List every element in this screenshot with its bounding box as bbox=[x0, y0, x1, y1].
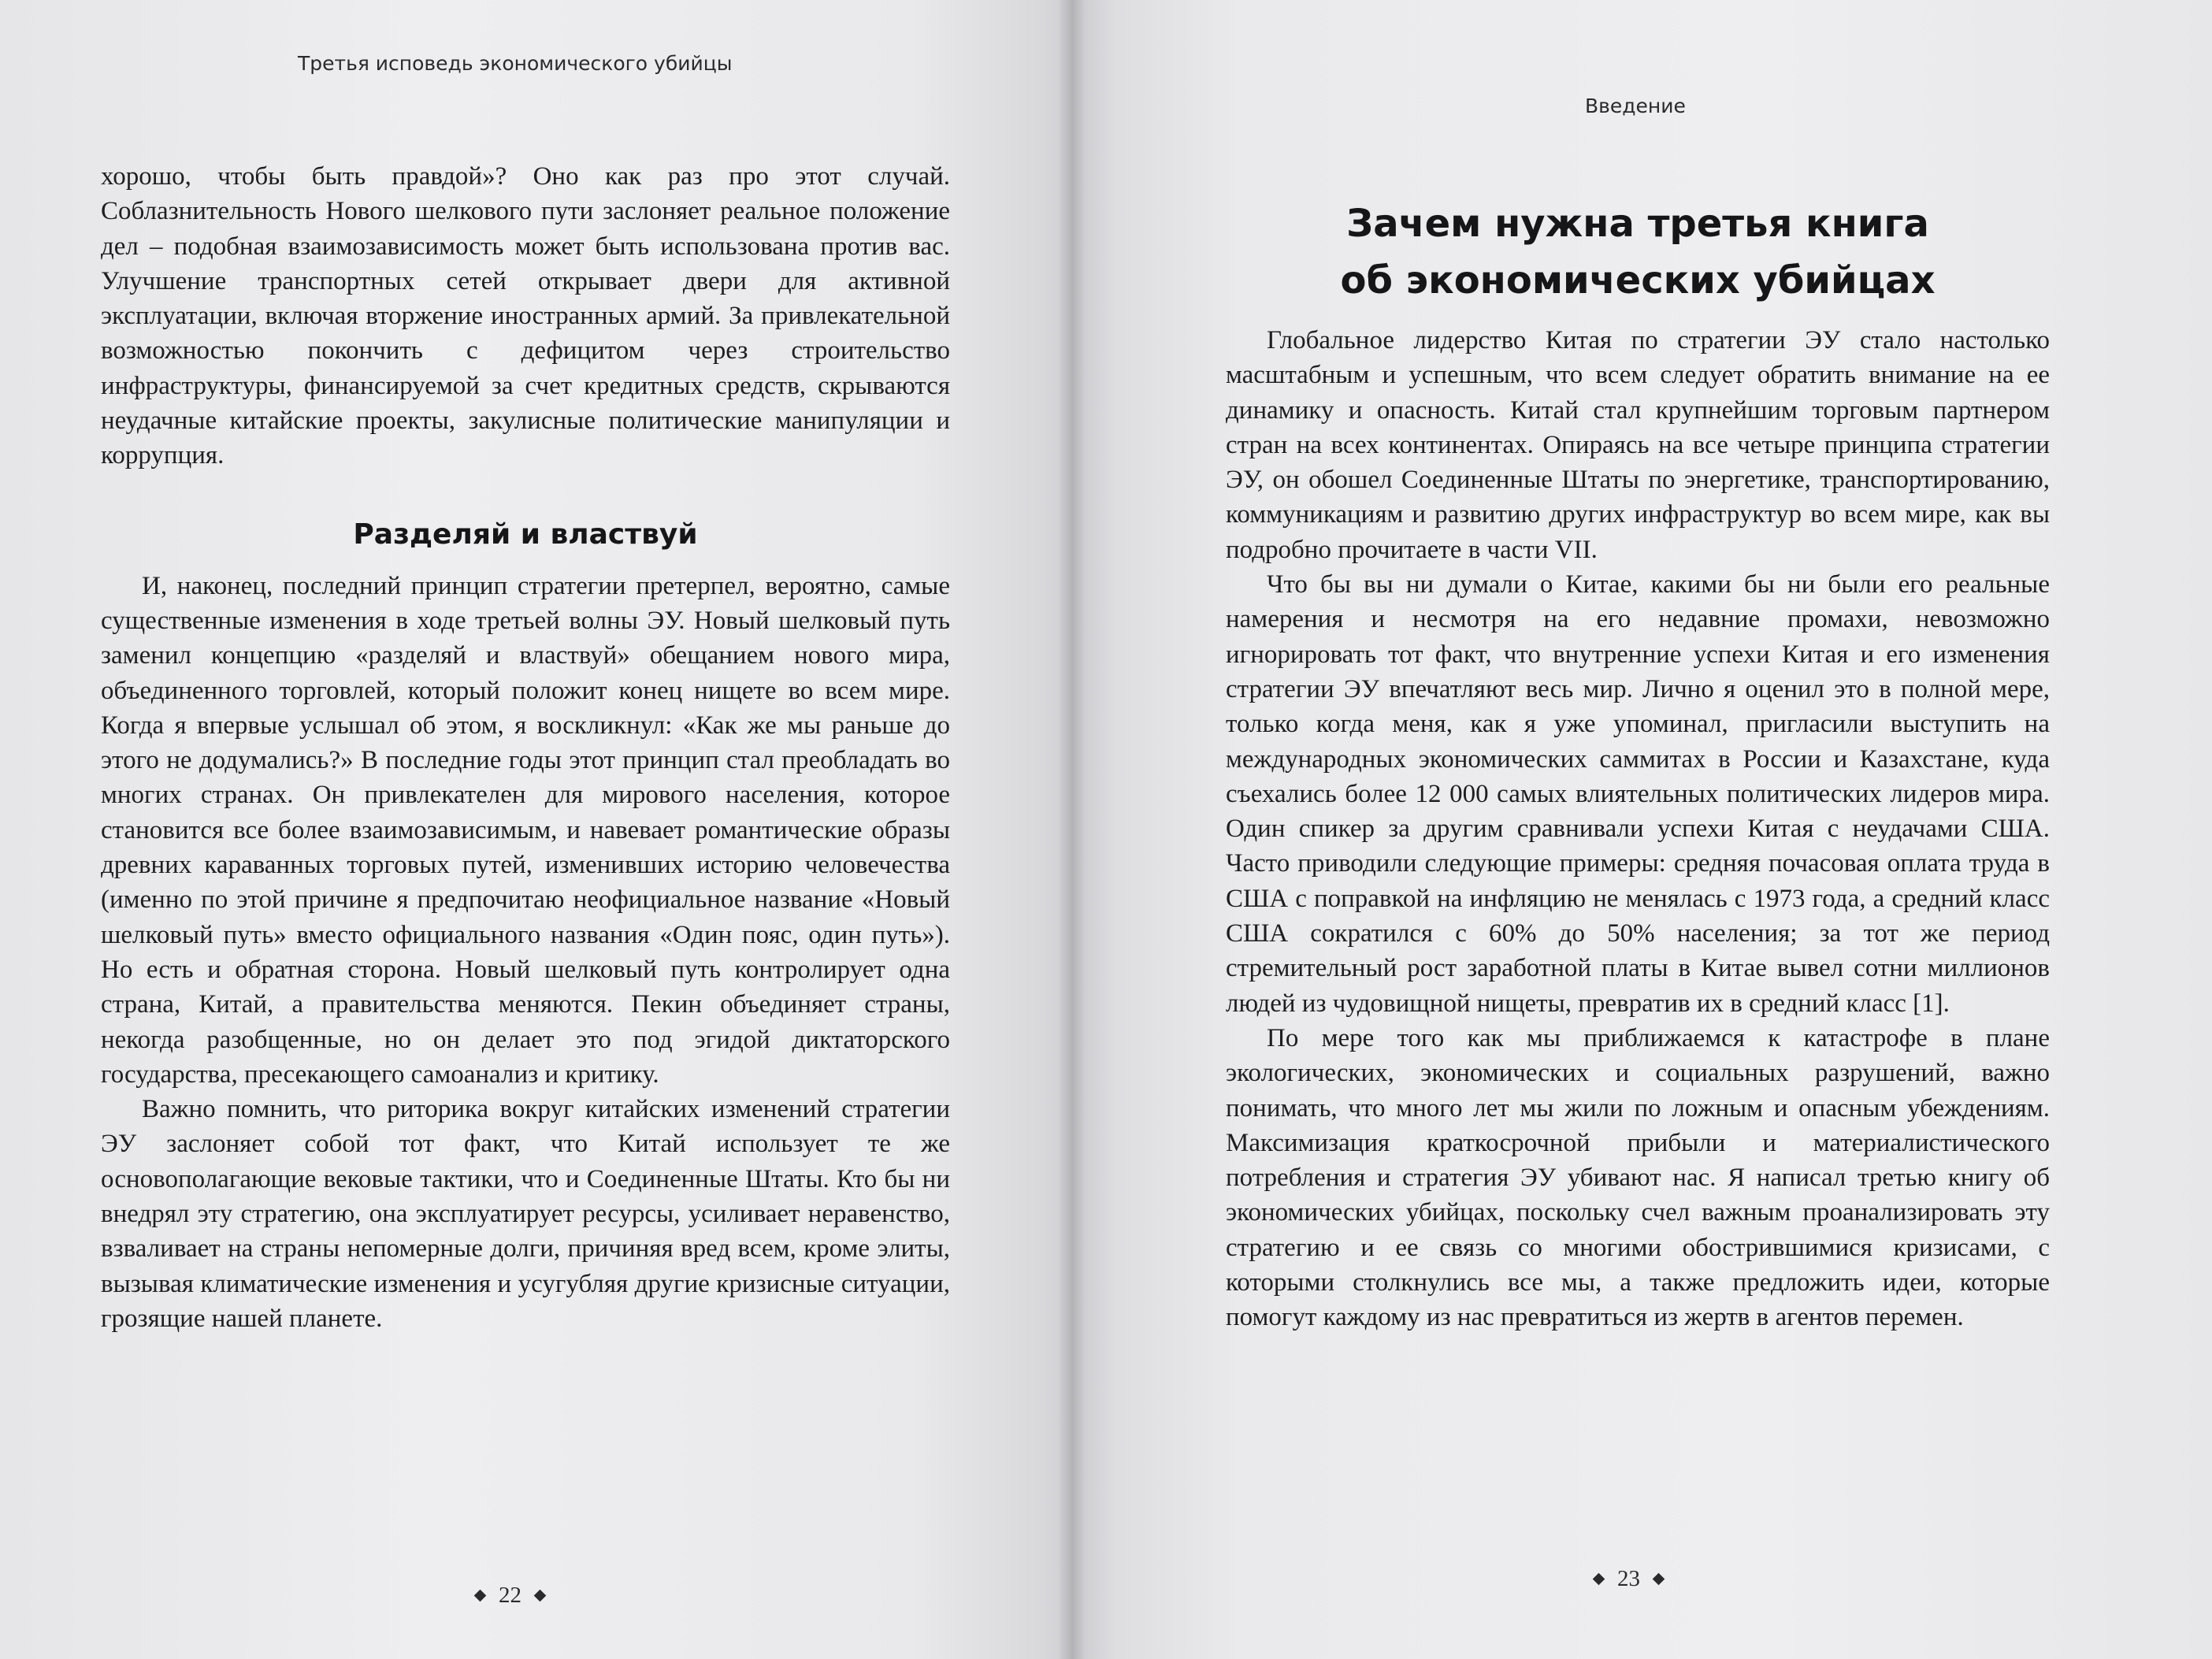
left-paragraph-2: И, наконец, последний принцип стратегии претерпел, вероятно, самые существенные изменения в ходе третьей волны ЭУ. Новый шелковый путь заменил концепцию «разделяй и властвуй» обещанием нового мира, объединенного торговлей, который положит конец нищете во всем мире. Когда я впервые услышал об этом, я воскликнул: «Как же мы раньше до этого не додумались?» В последние годы этот принцип стал преобладать во многих странах. Он привлекателен для мирового населения, которое становится все более взаимозависимым, и навевает романтические образы древних караванных торговых путей, изменивших историю человечества (именно по этой причине я предпочитаю неофициальное название «Новый шелковый путь» вместо официального названия «Один пояс, один путь»). Но есть и обратная сторона. Новый шелковый путь контролирует одна страна, Китай, а правительства меняются. Пекин объединяет страны, некогда разобщенные, но он делает это под эгидой диктаторского государства, пресекающего самоанализ и критику. bbox=[101, 571, 950, 1089]
right-page-number-text: 23 bbox=[1617, 1566, 1640, 1591]
right-page-body bbox=[1226, 323, 2050, 1335]
diamond-ornament-icon bbox=[1593, 1573, 1605, 1586]
chapter-title bbox=[1226, 195, 2050, 309]
chapter-title-line-1: Зачем нужна третья книга bbox=[1346, 202, 1929, 246]
right-page-number bbox=[1594, 1566, 1663, 1592]
left-page-body bbox=[101, 159, 950, 1336]
left-paragraph-1: хорошо, чтобы быть правдой»? Оно как раз про этот случай. Соблазнительность Нового шелкового пути заслоняет реальное положение дел – подобная взаимозависимость может быть использована против вас. Улучшение транспортных сетей открывает двери для активной эксплуатации, включая вторжение иностранных армий. За привлекательной возможностью покончить с дефицитом через строительство инфраструктуры, финансируемой за счет кредитных средств, скрываются неудачные китайские проекты, закулисные политические манипуляции и коррупция. bbox=[101, 162, 950, 470]
left-page-number bbox=[476, 1583, 544, 1609]
chapter-title-line-2: об экономических убийцах bbox=[1340, 258, 1936, 302]
right-paragraph-1: Глобальное лидерство Китая по стратегии ЭУ стало настолько масштабным и успешным, что всем следует обратить внимание на ее динамику и опасность. Китай стал крупнейшим торговым партнером стран на всех континентах. Опираясь на все четыре принципа стратегии ЭУ, он обошел Соединенные Штаты по энергетике, транспортированию, коммуникациям и развитию других инфраструктур во всем мире, как вы подробно прочитаете в части VII. bbox=[1226, 326, 2050, 564]
left-page-number-text: 22 bbox=[499, 1583, 521, 1608]
left-running-head: Третья исповедь экономического убийцы bbox=[298, 52, 733, 75]
right-paragraph-3: По мере того как мы приближаемся к катастрофе в плане экологических, экономических и социальных разрушений, важно понимать, что много лет мы жили по ложным и опасным убеждениям. Максимизация краткосрочной прибыли и материалистического потребления и стратегия ЭУ убивают нас. Я написал третью книгу об экономических убийцах, поскольку счел важным проанализировать эту стратегию и ее связь со многими обострившимися кризисами, с которыми столкнулись все мы, а также предложить идеи, которые помогут каждому из нас превратиться из жертв в агентов перемен. bbox=[1226, 1023, 2050, 1332]
left-page bbox=[0, 0, 1071, 1659]
right-running-head: Введение bbox=[1585, 95, 1686, 117]
right-paragraph-2: Что бы вы ни думали о Китае, какими бы ни были его реальные намерения и несмотря на его недавние промахи, невозможно игнорировать тот факт, что внутренние успехи Китая и его изменения стратегии ЭУ впечатляют весь мир. Лично я оценил это в полной мере, только когда меня, как я уже упоминал, пригласили выступить на международных экономических саммитах в России и Казахстане, куда съехались более 12 000 самых влиятельных политических лидеров мира. Один спикер за другим сравнивали успехи Китая с неудачами США. Часто приводили следующие примеры: средняя почасовая оплата труда в США с поправкой на инфляцию не менялась с 1973 года, а средний класс США сократился с 60% до 50% населения; за тот же период стремительный рост заработной платы в Китае вывел сотни миллионов людей из чудовищной нищеты, превратив их в средний класс [1]. bbox=[1226, 570, 2050, 1018]
section-heading: Разделяй и властвуй bbox=[353, 518, 698, 551]
diamond-ornament-icon bbox=[474, 1590, 487, 1602]
diamond-ornament-icon bbox=[534, 1590, 547, 1602]
diamond-ornament-icon bbox=[1653, 1573, 1665, 1586]
book-gutter bbox=[1057, 0, 1086, 1659]
left-paragraph-3: Важно помнить, что риторика вокруг китайских изменений стратегии ЭУ заслоняет собой тот факт, что Китай использует те же основополагающие вековые тактики, что и Соединенные Штаты. Кто бы ни внедрял эту стратегию, она эксплуатирует ресурсы, усиливает неравенство, взваливает на страны непомерные долги, причиняя вред всем, кроме элиты, вызывая климатические изменения и усугубляя другие кризисные ситуации, грозящие нашей планете. bbox=[101, 1095, 950, 1333]
